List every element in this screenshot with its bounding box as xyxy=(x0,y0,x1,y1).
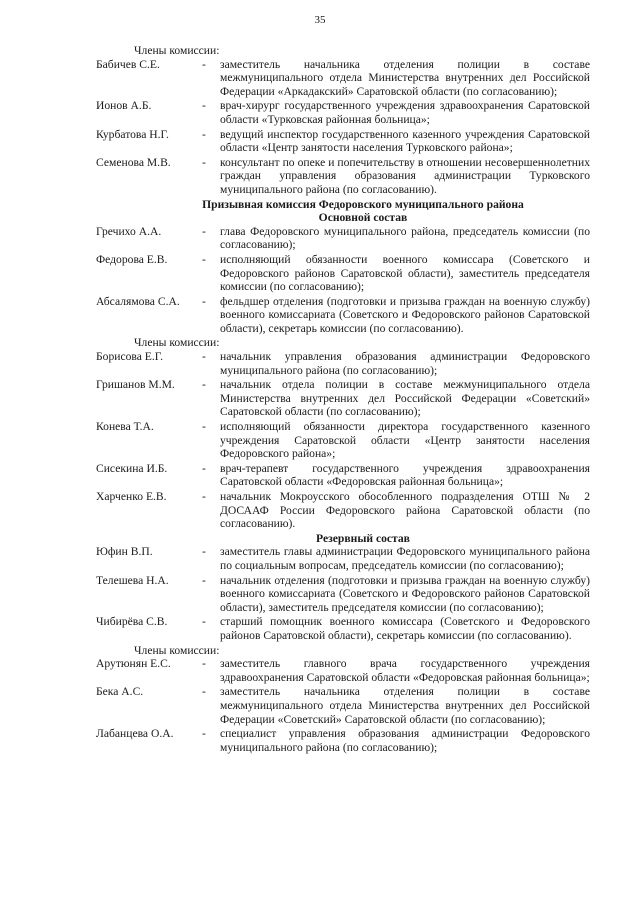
member-position: врач-хирург государственного учреждения здравоохранения Саратовской области «Турковская районная больница»; xyxy=(220,99,590,126)
commission-member-entry xyxy=(96,727,590,754)
dash-separator: - xyxy=(202,57,206,71)
document-body xyxy=(96,44,590,755)
member-position: начальник отделения (подготовки и призыва граждан на военную службу) военного комиссариата (Советского и Федоровского районов Саратовской области), заместитель председателя комиссии (по согласованию); xyxy=(220,573,590,614)
commission-member-entry xyxy=(96,490,590,531)
dash-separator: - xyxy=(202,490,206,503)
member-name: Бабичев С.Е. xyxy=(96,57,160,71)
commission-member-entry xyxy=(96,574,590,615)
member-position: заместитель начальника отделения полиции в составе межмуниципального отдела Министерства внутренних дел Российской Федерации «Советский» Саратовской области (по согласованию); xyxy=(220,685,590,726)
page-number: 35 xyxy=(314,14,326,26)
dash-separator: - xyxy=(202,378,206,392)
member-name: Курбатова Н.Г. xyxy=(96,127,169,141)
member-name: Абсалямова С.А. xyxy=(96,294,180,308)
member-name: Гришанов М.М. xyxy=(96,378,175,392)
commission-member-entry xyxy=(96,545,590,572)
dash-separator: - xyxy=(202,420,206,434)
dash-separator: - xyxy=(202,461,206,475)
member-name: Федорова Е.В. xyxy=(96,252,168,266)
commission-member-entry xyxy=(96,378,590,419)
commission-member-entry xyxy=(96,58,590,99)
member-position: начальник управления образования администрации Федоровского муниципального района (по согласованию); xyxy=(220,350,590,377)
member-name: Лабанцева О.А. xyxy=(96,727,174,741)
commission-member-entry xyxy=(96,99,590,126)
member-name: Харченко Е.В. xyxy=(96,490,167,503)
member-name: Конева Т.А. xyxy=(96,420,154,434)
dash-separator: - xyxy=(202,545,206,559)
member-position: консультант по опеке и попечительству в отношении несовершеннолетних граждан управления образования администрации Турковского муниципального района (по согласованию). xyxy=(220,155,590,196)
member-position: глава Федоровского муниципального района, председатель комиссии (по согласованию); xyxy=(220,224,590,252)
dash-separator: - xyxy=(202,99,206,113)
dash-separator: - xyxy=(202,573,206,587)
commission-member-entry xyxy=(96,462,590,489)
members-subheading: Члены комиссии: xyxy=(134,336,220,350)
commission-member-entry xyxy=(96,350,590,377)
members-subheading: Члены комиссии: xyxy=(134,44,220,57)
member-name: Борисова Е.Г. xyxy=(96,350,164,364)
commission-member-entry xyxy=(96,295,590,336)
dash-separator: - xyxy=(202,657,206,671)
dash-separator: - xyxy=(202,727,206,741)
commission-member-entry xyxy=(96,156,590,197)
member-position: старший помощник военного комиссара (Советского и Федоровского районов Саратовской области), секретарь комиссии (по согласованию). xyxy=(220,615,590,642)
member-position: исполняющий обязанности военного комиссара (Советского и Федоровского районов Саратовской области), заместитель председателя комиссии (по согласованию); xyxy=(220,252,590,294)
member-position: врач-терапевт государственного учреждения здравоохранения Саратовской области «Федоровская районная больница»; xyxy=(220,461,590,489)
dash-separator: - xyxy=(202,350,206,364)
dash-separator: - xyxy=(202,127,206,141)
member-name: Юфин В.П. xyxy=(96,545,153,559)
commission-member-entry xyxy=(96,225,590,252)
commission-member-entry xyxy=(96,253,590,294)
member-position: специалист управления образования администрации Федоровского муниципального района (по согласованию); xyxy=(220,727,590,754)
member-position: начальник отдела полиции в составе межмуниципального отдела Министерства внутренних дел Российской Федерации «Советский» Саратовской области (по согласованию); xyxy=(220,378,590,419)
member-position: фельдшер отделения (подготовки и призыва граждан на военную службу) военного комиссариата (Советского и Федоровского районов Саратовской области), секретарь комиссии (по согласованию). xyxy=(220,294,590,335)
member-position: заместитель главного врача государственного учреждения здравоохранения Саратовской области «Федоровская районная больница»; xyxy=(220,657,590,684)
commission-member-entry xyxy=(96,420,590,461)
members-subheading: Члены комиссии: xyxy=(134,643,220,657)
dash-separator: - xyxy=(202,224,206,238)
dash-separator: - xyxy=(202,155,206,169)
dash-separator: - xyxy=(202,294,206,308)
member-name: Бека А.С. xyxy=(96,685,144,699)
commission-member-entry xyxy=(96,685,590,726)
member-name: Телешева Н.А. xyxy=(96,573,169,587)
member-name: Семенова М.В. xyxy=(96,155,171,169)
member-position: ведущий инспектор государственного казенного учреждения Саратовской области «Центр занятости населения Турковского района»; xyxy=(220,127,590,155)
member-name: Гречихо А.А. xyxy=(96,224,162,238)
section-heading: Резервный состав xyxy=(316,531,410,545)
member-name: Чибирёва С.В. xyxy=(96,615,168,629)
dash-separator: - xyxy=(202,615,206,629)
section-heading: Призывная комиссия Федоровского муниципального района xyxy=(202,197,524,211)
member-name: Сисекина И.Б. xyxy=(96,461,168,475)
member-position: исполняющий обязанности директора государственного казенного учреждения Саратовской области «Центр занятости населения Федоровского района»; xyxy=(220,420,590,461)
dash-separator: - xyxy=(202,685,206,699)
member-position: заместитель начальника отделения полиции в составе межмуниципального отдела Министерства внутренних дел Российской Федерации «Аркадакский» Саратовской области (по согласованию); xyxy=(220,57,590,98)
dash-separator: - xyxy=(202,252,206,266)
member-position: заместитель главы администрации Федоровского муниципального района по социальным вопросам, председатель комиссии (по согласованию); xyxy=(220,545,590,572)
member-name: Арутюнян Е.С. xyxy=(96,657,171,671)
member-position: начальник Мокроусского обособленного подразделения ОТШ № 2 ДОСААФ России Федоровского района Саратовской области (по согласованию). xyxy=(220,490,590,531)
member-name: Ионов А.Б. xyxy=(96,99,152,113)
commission-member-entry xyxy=(96,615,590,642)
section-heading: Основной состав xyxy=(318,211,408,225)
commission-member-entry xyxy=(96,657,590,684)
commission-member-entry xyxy=(96,128,590,155)
